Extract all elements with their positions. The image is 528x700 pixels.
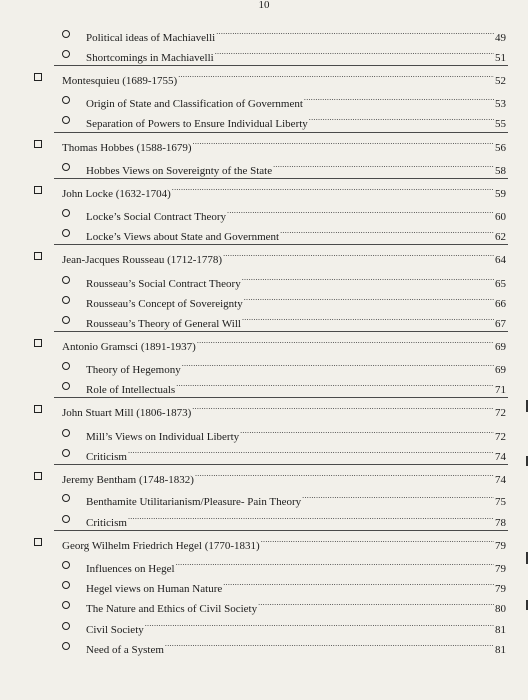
toc-entry-title: Shortcomings in Machiavelli	[86, 52, 214, 64]
circle-bullet-icon	[62, 494, 70, 502]
toc-entry-title: Criticism	[86, 451, 127, 463]
toc-entry-title: The Nature and Ethics of Civil Society	[86, 603, 258, 615]
toc-subentry-row	[86, 512, 506, 529]
page-number: 10	[258, 0, 270, 11]
toc-page-number: 81	[495, 644, 506, 656]
toc-entry-title: Antonio Gramsci (1891-1937)	[62, 341, 196, 353]
dot-leader	[304, 93, 494, 107]
toc-page-number: 66	[495, 298, 506, 310]
toc-page-number: 52	[495, 75, 506, 87]
dot-leader	[172, 183, 494, 197]
toc-entry-title: Influences on Hegel	[86, 563, 175, 575]
section-divider	[54, 132, 508, 133]
toc-entry-title: Criticism	[86, 517, 127, 529]
dot-leader	[193, 137, 494, 151]
toc-page-number: 81	[495, 624, 506, 636]
dot-leader	[145, 619, 494, 633]
toc-entry-title: Separation of Powers to Ensure Individual Liberty	[86, 118, 308, 130]
toc-page-number: 72	[495, 407, 506, 419]
toc-page-number: 49	[495, 32, 506, 44]
toc-page-number: 79	[495, 583, 506, 595]
toc-entry-title: Locke’s Social Contract Theory	[86, 211, 227, 223]
toc-entry-title: Jeremy Bentham (1748-1832)	[62, 474, 194, 486]
toc-subentry-row	[86, 93, 506, 110]
toc-subentry-row	[86, 47, 506, 64]
toc-page-number: 55	[495, 118, 506, 130]
toc-page-number: 80	[495, 603, 506, 615]
toc-entry-title: John Locke (1632-1704)	[62, 188, 171, 200]
circle-bullet-icon	[62, 515, 70, 523]
toc-page-number: 69	[495, 364, 506, 376]
toc-subentry-row	[86, 226, 506, 243]
dot-leader	[182, 359, 494, 373]
toc-subentry-row	[86, 359, 506, 376]
checkbox-square-icon	[34, 252, 42, 260]
toc-entry-title: Rousseau’s Theory of General Will	[86, 318, 241, 330]
toc-entry-title: Political ideas of Machiavelli	[86, 32, 216, 44]
toc-page-number: 67	[495, 318, 506, 330]
toc-entry-title: Rousseau’s Concept of Sovereignty	[86, 298, 243, 310]
toc-entry-title: Hobbes Views on Sovereignty of the State	[86, 165, 273, 177]
dot-leader	[240, 426, 494, 440]
circle-bullet-icon	[62, 601, 70, 609]
toc-page-number: 62	[495, 231, 506, 243]
toc-entry-title: Theory of Hegemony	[86, 364, 181, 376]
toc-subentry-row	[86, 639, 506, 656]
toc-page-number: 71	[495, 384, 506, 396]
dot-leader	[128, 512, 494, 526]
toc-subentry-row	[86, 293, 506, 310]
dot-leader	[176, 558, 494, 572]
dot-leader	[280, 226, 494, 240]
checkbox-square-icon	[34, 186, 42, 194]
circle-bullet-icon	[62, 561, 70, 569]
toc-entry-title: Civil Society	[86, 624, 144, 636]
toc-entry-title: Role of Intellectuals	[86, 384, 176, 396]
circle-bullet-icon	[62, 642, 70, 650]
toc-heading-row	[62, 336, 506, 353]
toc-heading-row	[62, 535, 506, 552]
dot-leader	[302, 491, 494, 505]
toc-entry-title: Thomas Hobbes (1588-1679)	[62, 142, 192, 154]
toc-page-number: 75	[495, 496, 506, 508]
dot-leader	[244, 293, 494, 307]
circle-bullet-icon	[62, 50, 70, 58]
toc-entry-title: John Stuart Mill (1806-1873)	[62, 407, 192, 419]
toc-heading-row	[62, 469, 506, 486]
section-divider	[54, 464, 508, 465]
toc-page-number: 74	[495, 474, 506, 486]
toc-page-number: 60	[495, 211, 506, 223]
circle-bullet-icon	[62, 229, 70, 237]
circle-bullet-icon	[62, 116, 70, 124]
toc-page-number: 72	[495, 431, 506, 443]
toc-heading-row	[62, 249, 506, 266]
toc-subentry-row	[86, 27, 506, 44]
toc-heading-row	[62, 137, 506, 154]
circle-bullet-icon	[62, 209, 70, 217]
checkbox-square-icon	[34, 405, 42, 413]
circle-bullet-icon	[62, 276, 70, 284]
circle-bullet-icon	[62, 449, 70, 457]
toc-subentry-row	[86, 446, 506, 463]
toc-subentry-row	[86, 273, 506, 290]
dot-leader	[242, 273, 494, 287]
dot-leader	[309, 113, 494, 127]
dot-leader	[242, 313, 494, 327]
toc-subentry-row	[86, 379, 506, 396]
section-divider	[54, 244, 508, 245]
toc-page-number: 69	[495, 341, 506, 353]
dot-leader	[197, 336, 494, 350]
circle-bullet-icon	[62, 30, 70, 38]
circle-bullet-icon	[62, 622, 70, 630]
toc-page-number: 79	[495, 540, 506, 552]
toc-page-number: 74	[495, 451, 506, 463]
toc-entry-title: Hegel views on Human Nature	[86, 583, 223, 595]
section-divider	[54, 331, 508, 332]
dot-leader	[227, 206, 494, 220]
dot-leader	[258, 598, 494, 612]
circle-bullet-icon	[62, 382, 70, 390]
toc-page-number: 58	[495, 165, 506, 177]
toc-subentry-row	[86, 313, 506, 330]
toc-entry-title: Jean-Jacques Rousseau (1712-1778)	[62, 254, 223, 266]
dot-leader	[165, 639, 494, 653]
toc-heading-row	[62, 402, 506, 419]
dot-leader	[178, 70, 494, 84]
toc-page-number: 79	[495, 563, 506, 575]
toc-entry-title: Rousseau’s Social Contract Theory	[86, 278, 241, 290]
toc-subentry-row	[86, 206, 506, 223]
circle-bullet-icon	[62, 581, 70, 589]
toc-subentry-row	[86, 426, 506, 443]
toc-page-number: 65	[495, 278, 506, 290]
checkbox-square-icon	[34, 73, 42, 81]
toc-page-number: 53	[495, 98, 506, 110]
dot-leader	[273, 160, 494, 174]
toc-entry-title: Benthamite Utilitarianism/Pleasure- Pain Theory	[86, 496, 302, 508]
circle-bullet-icon	[62, 316, 70, 324]
toc-page-number: 56	[495, 142, 506, 154]
toc-page-number: 78	[495, 517, 506, 529]
toc-entry-title: Locke’s Views about State and Government	[86, 231, 280, 243]
dot-leader	[128, 446, 494, 460]
toc-subentry-row	[86, 160, 506, 177]
toc-subentry-row	[86, 598, 506, 615]
toc-heading-row	[62, 70, 506, 87]
dot-leader	[261, 535, 494, 549]
section-divider	[54, 397, 508, 398]
dot-leader	[176, 379, 494, 393]
circle-bullet-icon	[62, 96, 70, 104]
toc-entry-title: Montesquieu (1689-1755)	[62, 75, 178, 87]
dot-leader	[215, 47, 494, 61]
toc-page-number: 64	[495, 254, 506, 266]
circle-bullet-icon	[62, 362, 70, 370]
dot-leader	[223, 578, 494, 592]
dot-leader	[223, 249, 494, 263]
checkbox-square-icon	[34, 538, 42, 546]
checkbox-square-icon	[34, 339, 42, 347]
checkbox-square-icon	[34, 140, 42, 148]
checkbox-square-icon	[34, 472, 42, 480]
toc-page-number: 59	[495, 188, 506, 200]
toc-subentry-row	[86, 558, 506, 575]
toc-entry-title: Need of a System	[86, 644, 164, 656]
circle-bullet-icon	[62, 163, 70, 171]
circle-bullet-icon	[62, 296, 70, 304]
toc-subentry-row	[86, 619, 506, 636]
toc-subentry-row	[86, 491, 506, 508]
toc-heading-row	[62, 183, 506, 200]
section-divider	[54, 530, 508, 531]
toc-entry-title: Mill’s Views on Individual Liberty	[86, 431, 240, 443]
dot-leader	[192, 402, 494, 416]
dot-leader	[195, 469, 494, 483]
dot-leader	[216, 27, 494, 41]
toc-subentry-row	[86, 578, 506, 595]
toc-entry-title: Georg Wilhelm Friedrich Hegel (1770-1831)	[62, 540, 260, 552]
toc-subentry-row	[86, 113, 506, 130]
section-divider	[54, 65, 508, 66]
section-divider	[54, 178, 508, 179]
toc-entry-title: Origin of State and Classification of Government	[86, 98, 303, 110]
circle-bullet-icon	[62, 429, 70, 437]
toc-page-number: 51	[495, 52, 506, 64]
